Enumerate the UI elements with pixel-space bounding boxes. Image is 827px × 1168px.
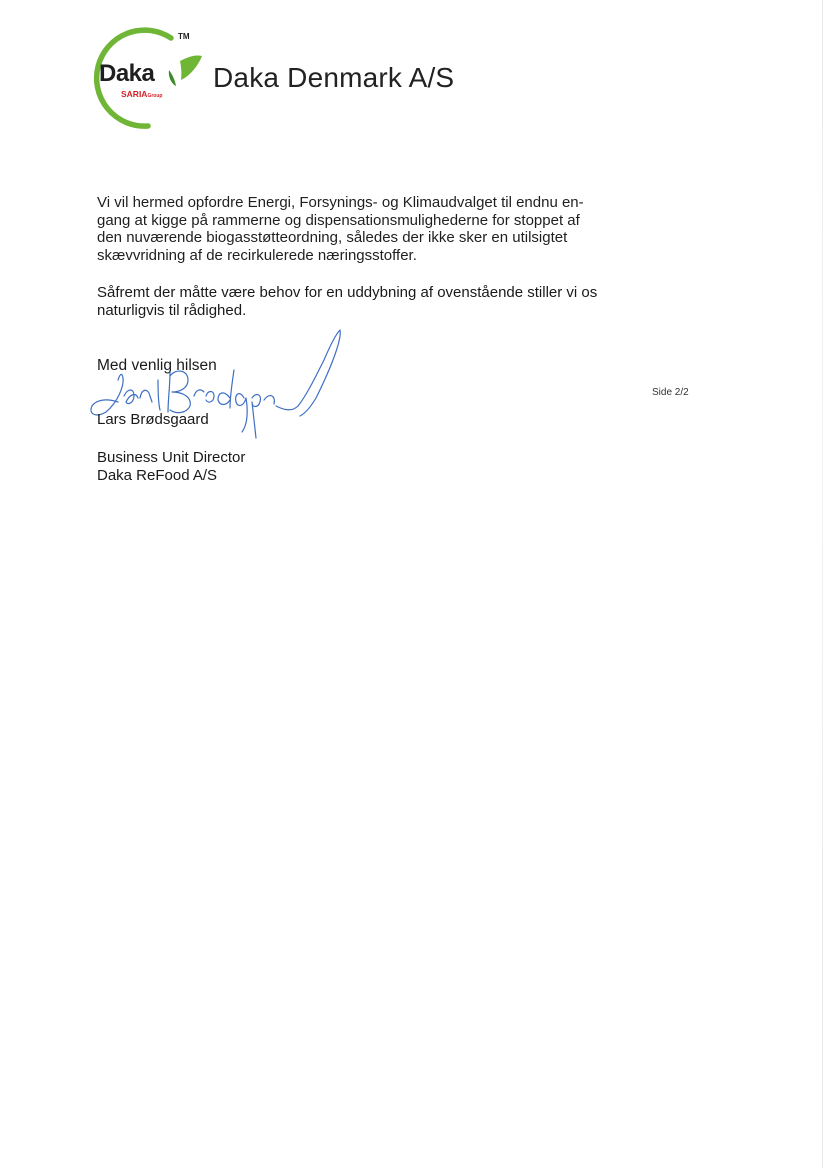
signer-company: Daka ReFood A/S (97, 466, 218, 484)
logo-saria-text: SARIA (121, 89, 148, 99)
paragraph-1 (97, 194, 637, 264)
paragraph-1-line: skævvridning af de recirkulerede næringsstoffer. (97, 246, 417, 264)
page-number: Side 2/2 (652, 387, 689, 398)
scan-edge-line (822, 0, 823, 1168)
closing-salutation: Med venlig hilsen (97, 357, 217, 374)
company-name: Daka Denmark A/S (213, 62, 455, 93)
paragraph-2-line: Såfremt der måtte være behov for en uddybning af ovenstående stiller vi os (97, 284, 598, 301)
signer-title: Business Unit Director (97, 449, 246, 466)
paragraph-1-line: Vi vil hermed opfordre Energi, Forsynings- og Klimaudvalget til endnu en- (97, 194, 584, 211)
paragraph-2-line: naturligvis til rådighed. (97, 301, 247, 319)
paragraph-1-line: den nuværende biogasstøtteordning, således der ikke sker en utilsigtet (97, 229, 568, 246)
signer-details (97, 449, 245, 484)
signer-name: Lars Brødsgaard (97, 411, 209, 428)
logo-group-text: Group (147, 93, 163, 99)
paragraph-2 (97, 284, 637, 319)
paragraph-1-line: gang at kigge på rammerne og dispensationsmulighederne for stoppet af (97, 211, 580, 229)
daka-logo (86, 26, 216, 130)
logo-word: Daka (99, 60, 155, 87)
logo-tm: TM (178, 32, 190, 41)
logo-saria (121, 89, 162, 99)
